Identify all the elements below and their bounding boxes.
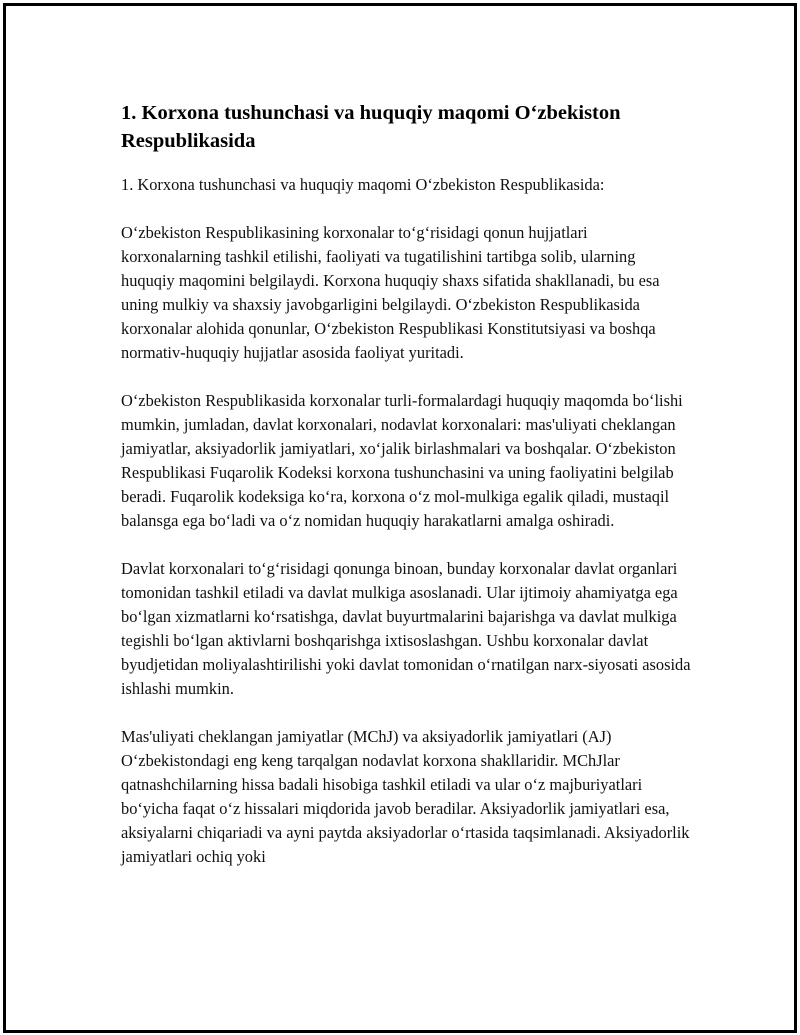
paragraph-intro: 1. Korxona tushunchasi va huquqiy maqomi O‘zbekiston Respublikasida: xyxy=(121,175,605,194)
document-body xyxy=(121,99,691,893)
paragraph-state-enterprises: Davlat korxonalari to‘g‘risidagi qonunga binoan, bunday korxonalar davlat organlari tomonidan tashkil etiladi va davlat mulkiga asoslanadi. Ular ijtimoiy ahamiyatga ega bo‘lgan xizmatlarni ko‘rsatishga, davlat buyurtmalarini bajarishga va davlat mulkiga tegishli bo‘lgan aktivlarni boshqarishga ixtisoslashgan. Ushbu korxonalar davlat byudjetidan moliyalashtirilishi yoki davlat tomonidan o‘rnatilgan narx-siyosati asosida ishlashi mumkin. xyxy=(121,559,691,698)
paragraph-legal-forms: O‘zbekiston Respublikasida korxonalar turli-formalardagi huquqiy maqomda bo‘lishi mumkin, jumladan, davlat korxonalari, nodavlat korxonalari: mas'uliyati cheklangan jamiyatlar, aksiyadorlik jamiyatlari, xo‘jalik birlashmalari va boshqalar. O‘zbekiston Respublikasi Fuqarolik Kodeksi korxona tushunchasini va uning faoliyatini belgilab beradi. Fuqarolik kodeksiga ko‘ra, korxona o‘z mol-mulkiga egalik qiladi, mustaqil balansga ega bo‘ladi va o‘z nomidan huquqiy harakatlarni amalga oshiradi. xyxy=(121,391,683,530)
paragraph-legal-framework: O‘zbekiston Respublikasining korxonalar to‘g‘risidagi qonun hujjatlari korxonalarning tashkil etilishi, faoliyati va tugatilishini tartibga solib, ularning huquqiy maqomini belgilaydi. Korxona huquqiy shaxs sifatida shakllanadi, bu esa uning mulkiy va shaxsiy javobgarligini belgilaydi. O‘zbekiston Respublikasida korxonalar alohida qonunlar, O‘zbekiston Respublikasi Konstitutsiyasi va boshqa normativ-huquqiy hujjatlar asosida faoliyat yuritadi. xyxy=(121,223,660,362)
page-frame xyxy=(3,3,797,1033)
paragraph-llc-jsc: Mas'uliyati cheklangan jamiyatlar (MChJ) va aksiyadorlik jamiyatlari (AJ) O‘zbekistondagi eng keng tarqalgan nodavlat korxona shakllaridir. MChJlar qatnashchilarning hissa badali hisobiga tashkil etiladi va ular o‘z majburiyatlari bo‘yicha faqat o‘z hissalari miqdorida javob beradilar. Aksiyadorlik jamiyatlari esa, aksiyalarni chiqariadi va ayni paytda aksiyadorlar o‘rtasida taqsimlanadi. Aksiyadorlik jamiyatlari ochiq yoki xyxy=(121,727,690,866)
document-title: 1. Korxona tushunchasi va huquqiy maqomi O‘zbekiston Respublikasida xyxy=(121,102,621,152)
